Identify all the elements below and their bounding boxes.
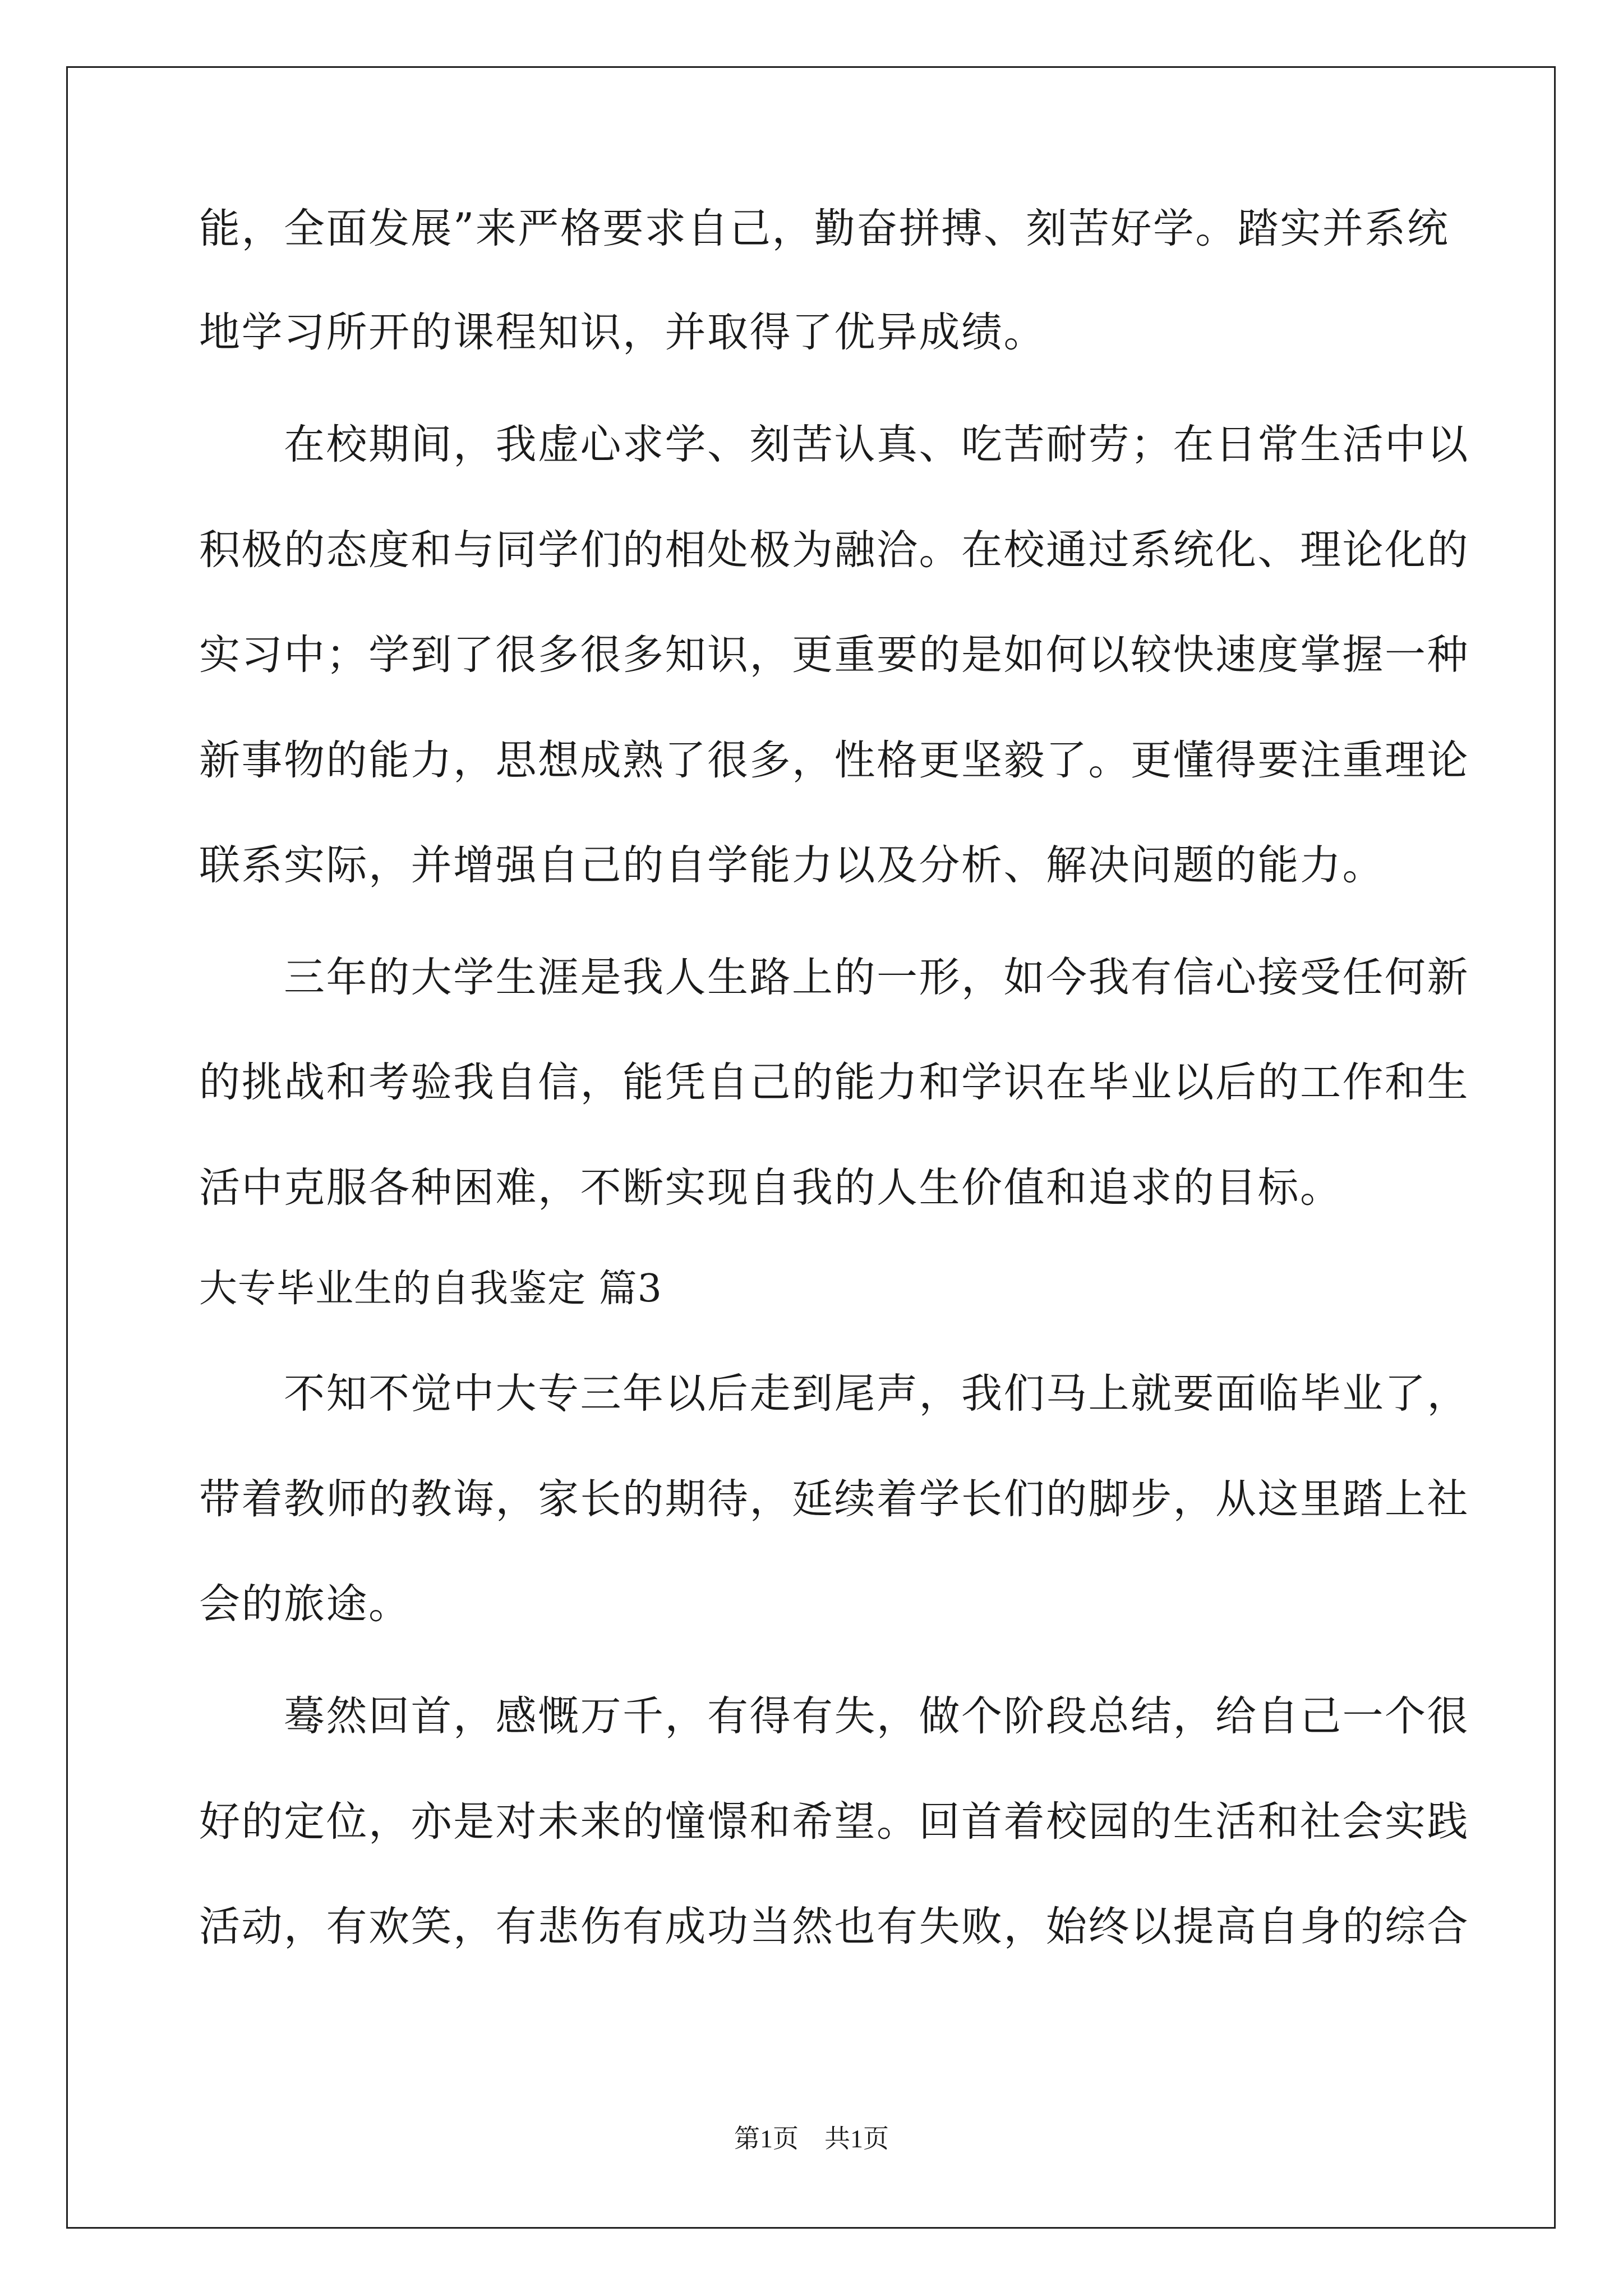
text-line: 能，全面发展”来严格要求自己，勤奋拼搏、刻苦好学。踏实并系统 [199,205,1450,252]
text-line: 好的定位，亦是对未来的憧憬和希望。回首着校园的生活和社会实践 [199,1798,1469,1846]
text-line: 蓦然回首，感慨万千，有得有失，做个阶段总结，给自己一个很 [199,1692,1469,1740]
text-line: 会的旅途。 [199,1580,411,1628]
text-line: 积极的态度和与同学们的相处极为融洽。在校通过系统化、理论化的 [199,526,1469,574]
text-line: 的挑战和考验我自信，能凭自己的能力和学识在毕业以后的工作和生 [199,1059,1469,1106]
text-line: 活中克服各种困难，不断实现自我的人生价值和追求的目标。 [199,1164,1343,1212]
text-line: 活动，有欢笑，有悲伤有成功当然也有失败，始终以提高自身的综合 [199,1903,1469,1950]
text-line: 三年的大学生涯是我人生路上的一形，如今我有信心接受任何新 [199,954,1469,1001]
text-line: 地学习所开的课程知识，并取得了优异成绩。 [199,309,1046,356]
text-line: 在校期间，我虚心求学、刻苦认真、吃苦耐劳；在日常生活中以 [199,421,1469,468]
section-heading: 大专毕业生的自我鉴定 篇3 [199,1267,662,1311]
text-line: 联系实际，并增强自己的自学能力以及分析、解决问题的能力。 [199,841,1385,889]
page-footer [0,2122,1623,2156]
page-total: 共1页 [824,2124,889,2153]
text-line: 实习中；学到了很多很多知识，更重要的是如何以较快速度掌握一种 [199,631,1469,679]
text-line: 不知不觉中大专三年以后走到尾声，我们马上就要面临毕业了， [199,1370,1469,1418]
page-number: 第1页 [734,2124,799,2153]
text-line: 带着教师的教诲，家长的期待，延续着学长们的脚步，从这里踏上社 [199,1475,1469,1523]
text-line: 新事物的能力，思想成熟了很多，性格更坚毅了。更懂得要注重理论 [199,737,1469,784]
